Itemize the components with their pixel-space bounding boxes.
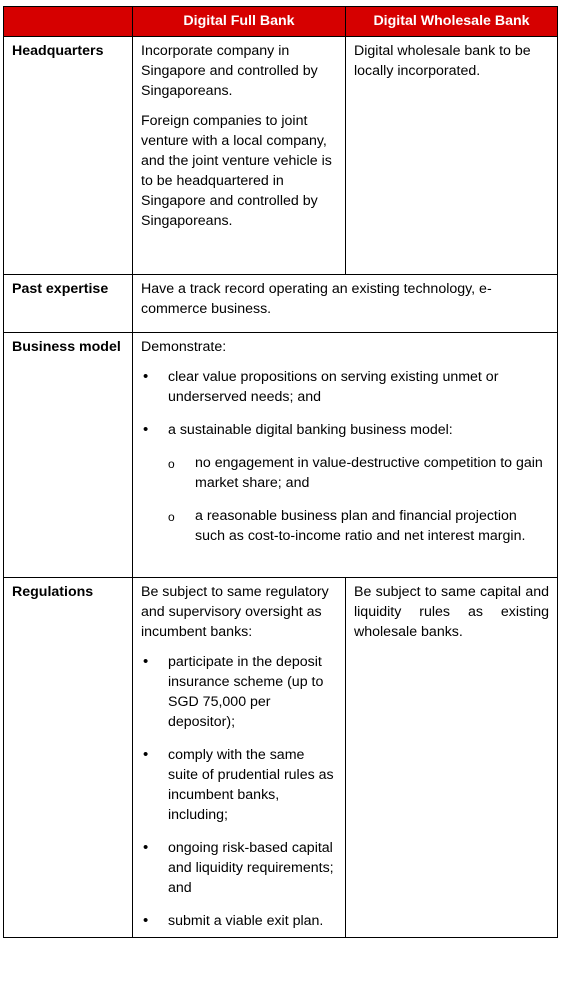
regulations-full-bank-cell — [133, 578, 346, 938]
headquarters-full-paragraph-2: Foreign companies to joint venture with a local company, and the joint venture vehicle is to be headquartered in Singapore and controlled by Singaporeans. — [141, 113, 332, 229]
headquarters-wholesale-cell: Digital wholesale bank to be locally incorporated. — [346, 37, 558, 275]
list-item — [141, 420, 549, 546]
header-digital-wholesale-bank: Digital Wholesale Bank — [346, 7, 558, 37]
business-model-cell — [133, 333, 558, 578]
list-item — [168, 506, 549, 546]
header-empty-cell — [4, 7, 133, 37]
headquarters-full-paragraph-1: Incorporate company in Singapore and controlled by Singaporeans. — [141, 43, 318, 99]
label-regulations: Regulations — [4, 578, 133, 938]
row-business-model — [4, 333, 558, 578]
regulations-bullet-2: comply with the same suite of prudential rules as incumbent banks, including; — [168, 747, 334, 823]
past-expertise-cell: Have a track record operating an existing technology, e-commerce business. — [133, 275, 558, 333]
label-past-expertise: Past expertise — [4, 275, 133, 333]
headquarters-full-bank-cell — [133, 37, 346, 275]
list-item — [141, 838, 337, 898]
business-model-sub-item-1: no engagement in value-destructive competition to gain market share; and — [195, 455, 543, 491]
list-item — [168, 453, 549, 493]
label-headquarters: Headquarters — [4, 37, 133, 275]
regulations-wholesale-cell: Be subject to same capital and liquidity rules as existing wholesale banks. — [346, 578, 558, 938]
regulations-bullet-3: ongoing risk-based capital and liquidity requirements; and — [168, 840, 334, 896]
list-item — [141, 911, 337, 931]
regulations-bullet-1: participate in the deposit insurance scheme (up to SGD 75,000 per depositor); — [168, 654, 324, 730]
business-model-sublist — [168, 453, 549, 546]
row-regulations — [4, 578, 558, 938]
label-business-model: Business model — [4, 333, 133, 578]
header-row — [4, 7, 558, 37]
list-item — [141, 745, 337, 825]
business-model-intro: Demonstrate: — [141, 339, 227, 355]
business-model-bullet-2: a sustainable digital banking business model: — [168, 422, 453, 438]
business-model-sub-item-2: a reasonable business plan and financial projection such as cost-to-income ratio and net interest margin. — [195, 508, 526, 544]
row-headquarters — [4, 37, 558, 275]
regulations-list — [141, 652, 337, 931]
comparison-table — [3, 6, 558, 938]
business-model-list — [141, 367, 549, 546]
header-digital-full-bank: Digital Full Bank — [133, 7, 346, 37]
regulations-full-intro: Be subject to same regulatory and supervisory oversight as incumbent banks: — [141, 584, 329, 640]
regulations-bullet-4: submit a viable exit plan. — [168, 913, 324, 929]
business-model-bullet-1: clear value propositions on serving existing unmet or underserved needs; and — [168, 369, 499, 405]
row-past-expertise — [4, 275, 558, 333]
list-item — [141, 652, 337, 732]
list-item — [141, 367, 549, 407]
